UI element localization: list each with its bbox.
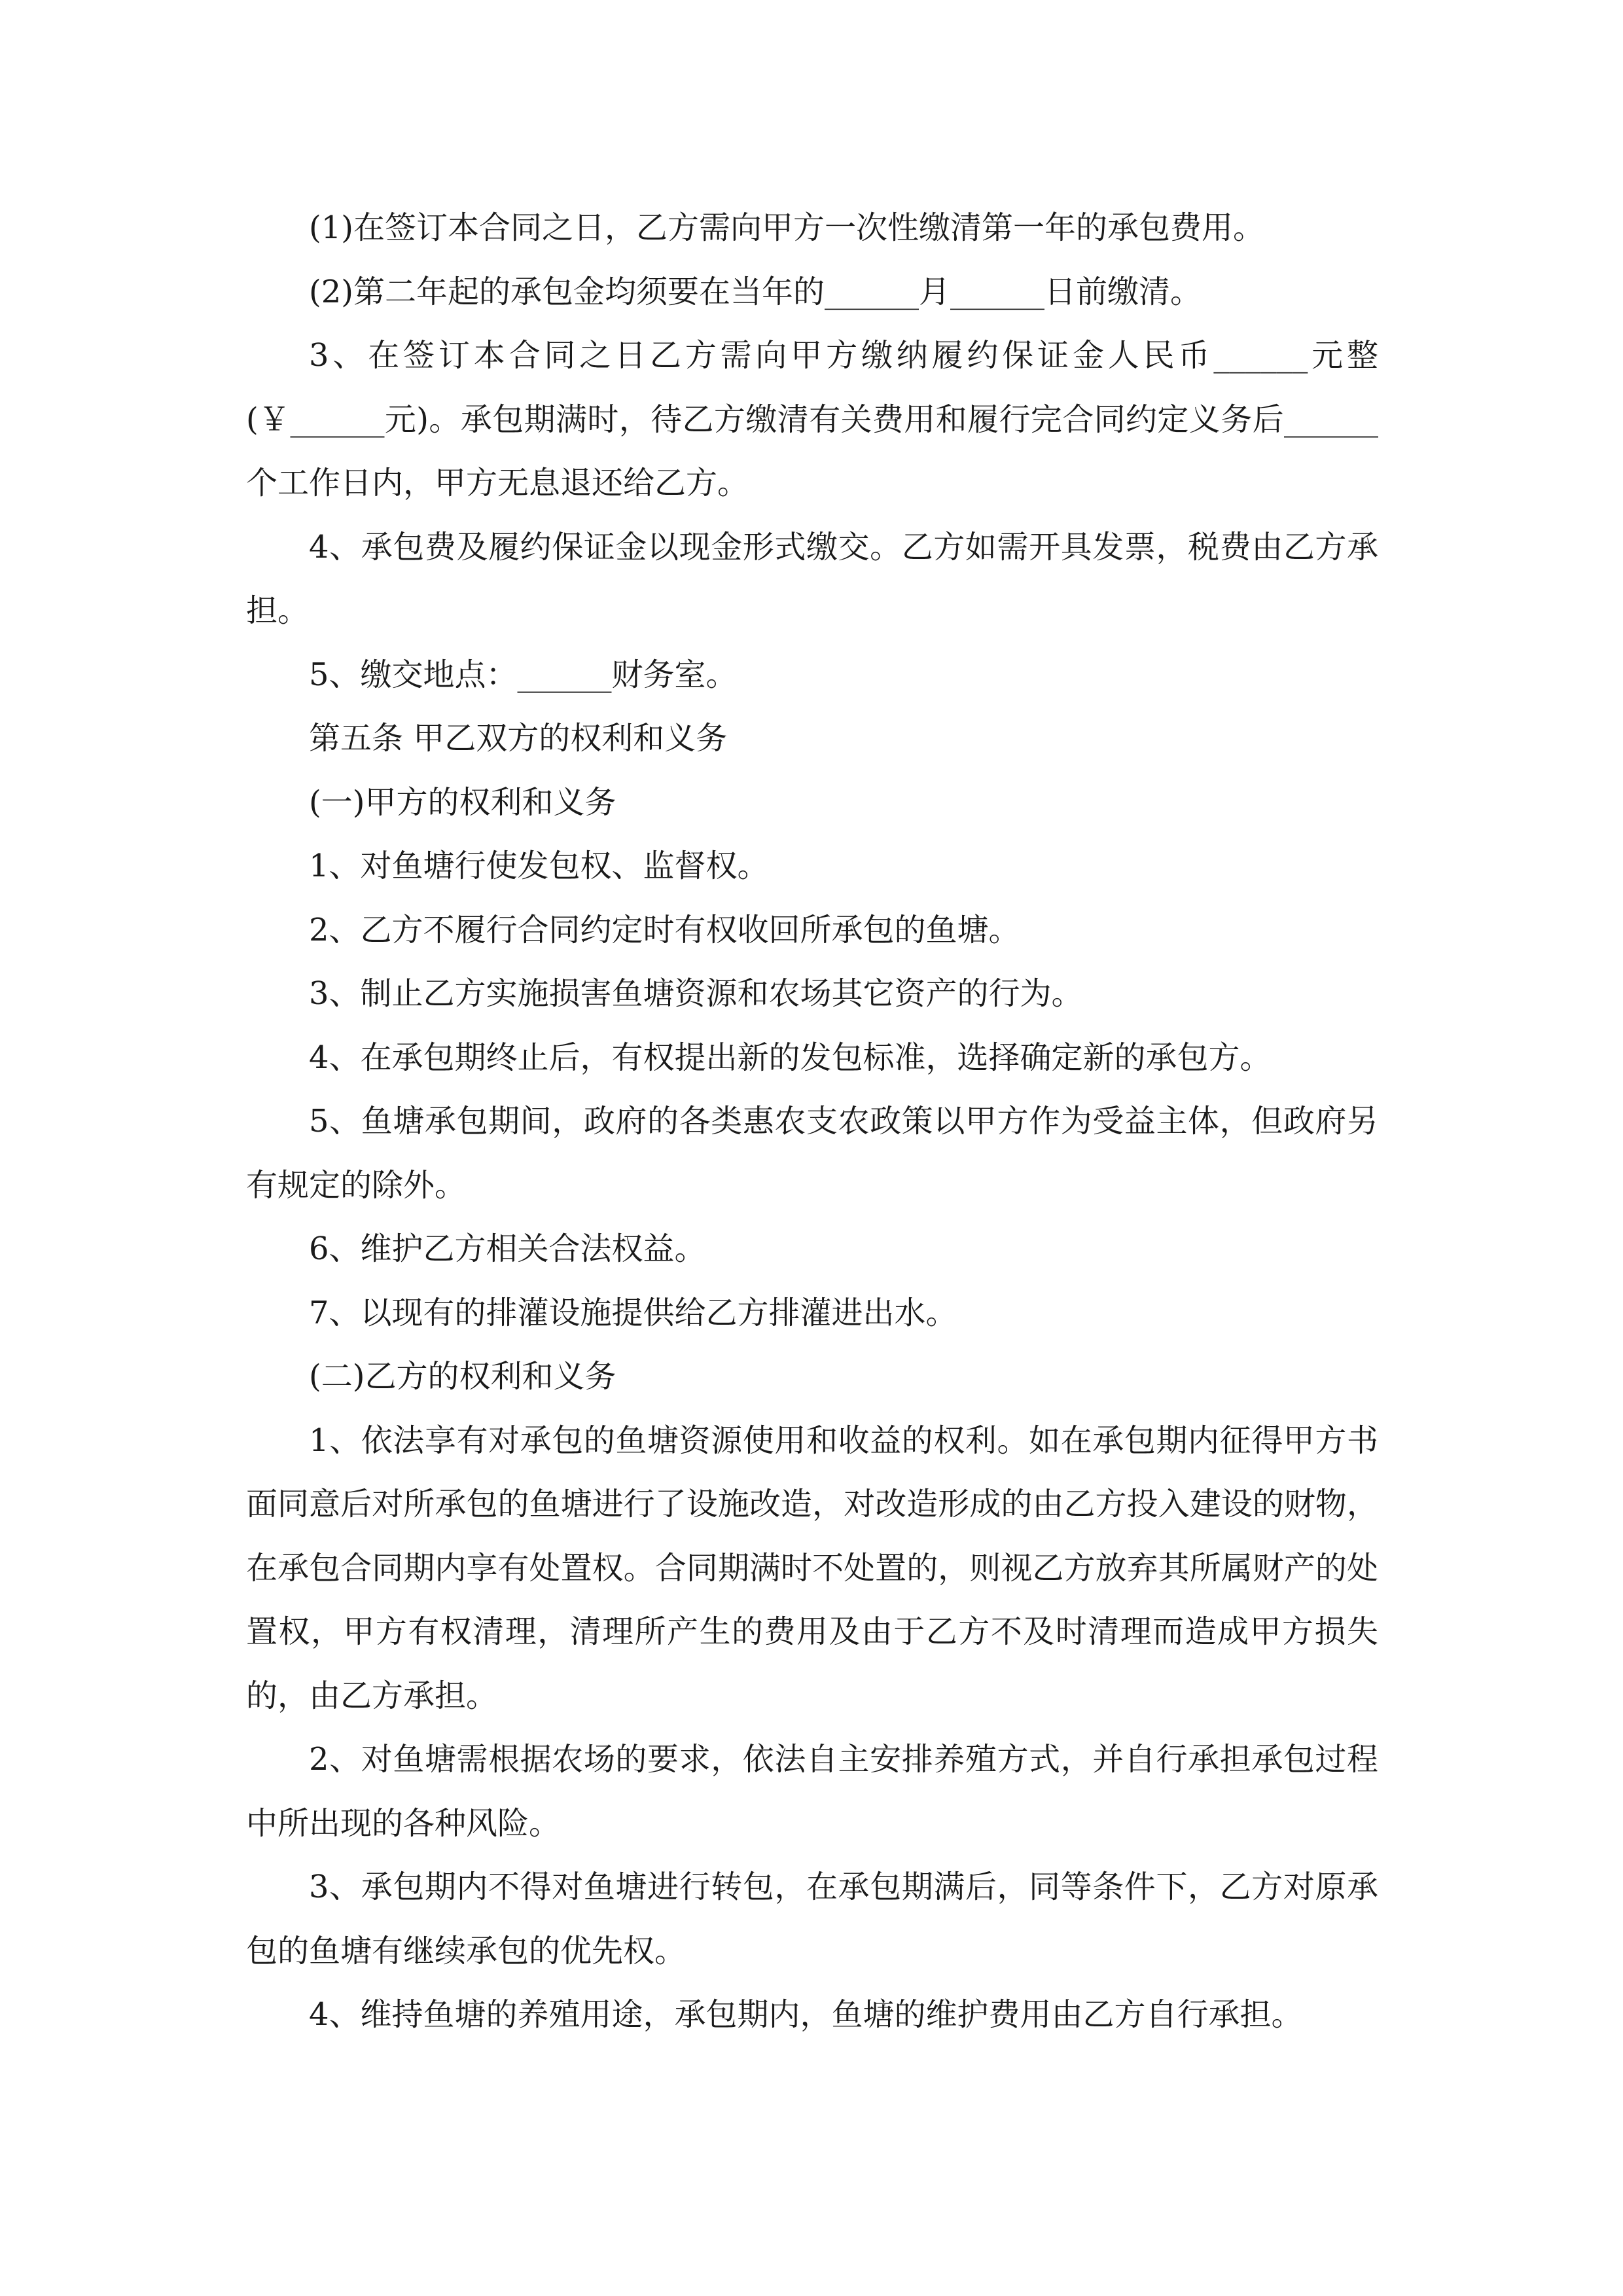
list-item: 3、承包期内不得对鱼塘进行转包，在承包期满后，同等条件下，乙方对原承包的鱼塘有继续承包的优先权。 [246,1869,1378,1969]
list-item: 7、以现有的排灌设施提供给乙方排灌进出水。 [309,1294,957,1331]
list-item: 3、制止乙方实施损害鱼塘资源和农场其它资产的行为。 [309,975,1083,1012]
document-body [246,196,1378,2047]
paragraph-payment-form: 4、承包费及履约保证金以现金形式缴交。乙方如需开具发票，税费由乙方承担。 [246,528,1378,629]
subsection-heading-party-b: (二)乙方的权利和义务 [309,1358,616,1395]
list-item: 6、维护乙方相关合法权益。 [309,1230,706,1267]
section-heading-article-5: 第五条 甲乙双方的权利和义务 [309,720,728,757]
list-item: 2、乙方不履行合同约定时有权收回所承包的鱼塘。 [309,911,1020,948]
paragraph-payment-location: 5、缴交地点：______财务室。 [309,656,738,693]
list-item: 1、对鱼塘行使发包权、监督权。 [309,848,769,884]
paragraph-payment-first-year: (1)在签订本合同之日，乙方需向甲方一次性缴清第一年的承包费用。 [309,209,1264,246]
list-item: 4、维持鱼塘的养殖用途，承包期内，鱼塘的维护费用由乙方自行承担。 [309,1996,1303,2033]
paragraph-performance-deposit: 3、在签订本合同之日乙方需向甲方缴纳履约保证金人民币______元整(￥______元)。承包期满时，待乙方缴清有关费用和履行完合同约定义务后______个工作日内，甲方无息退还给乙方。 [246,337,1378,501]
list-item: 2、对鱼塘需根据农场的要求，依法自主安排养殖方式，并自行承担承包过程中所出现的各种风险。 [246,1741,1378,1842]
list-item: 5、鱼塘承包期间，政府的各类惠农支农政策以甲方作为受益主体，但政府另有规定的除外。 [246,1103,1378,1204]
subsection-heading-party-a: (一)甲方的权利和义务 [309,783,616,821]
list-item: 1、依法享有对承包的鱼塘资源使用和收益的权利。如在承包期内征得甲方书面同意后对所承包的鱼塘进行了设施改造，对改造形成的由乙方投入建设的财物，在承包合同期内享有处置权。合同期满时不处置的，则视乙方放弃其所属财产的处置权，甲方有权清理，清理所产生的费用及由于乙方不及时清理而造成甲方损失的，由乙方承担。 [246,1422,1378,1714]
list-item: 4、在承包期终止后，有权提出新的发包标准，选择确定新的承包方。 [309,1039,1272,1076]
paragraph-payment-deadline: (2)第二年起的承包金均须要在当年的______月______日前缴清。 [309,273,1202,310]
